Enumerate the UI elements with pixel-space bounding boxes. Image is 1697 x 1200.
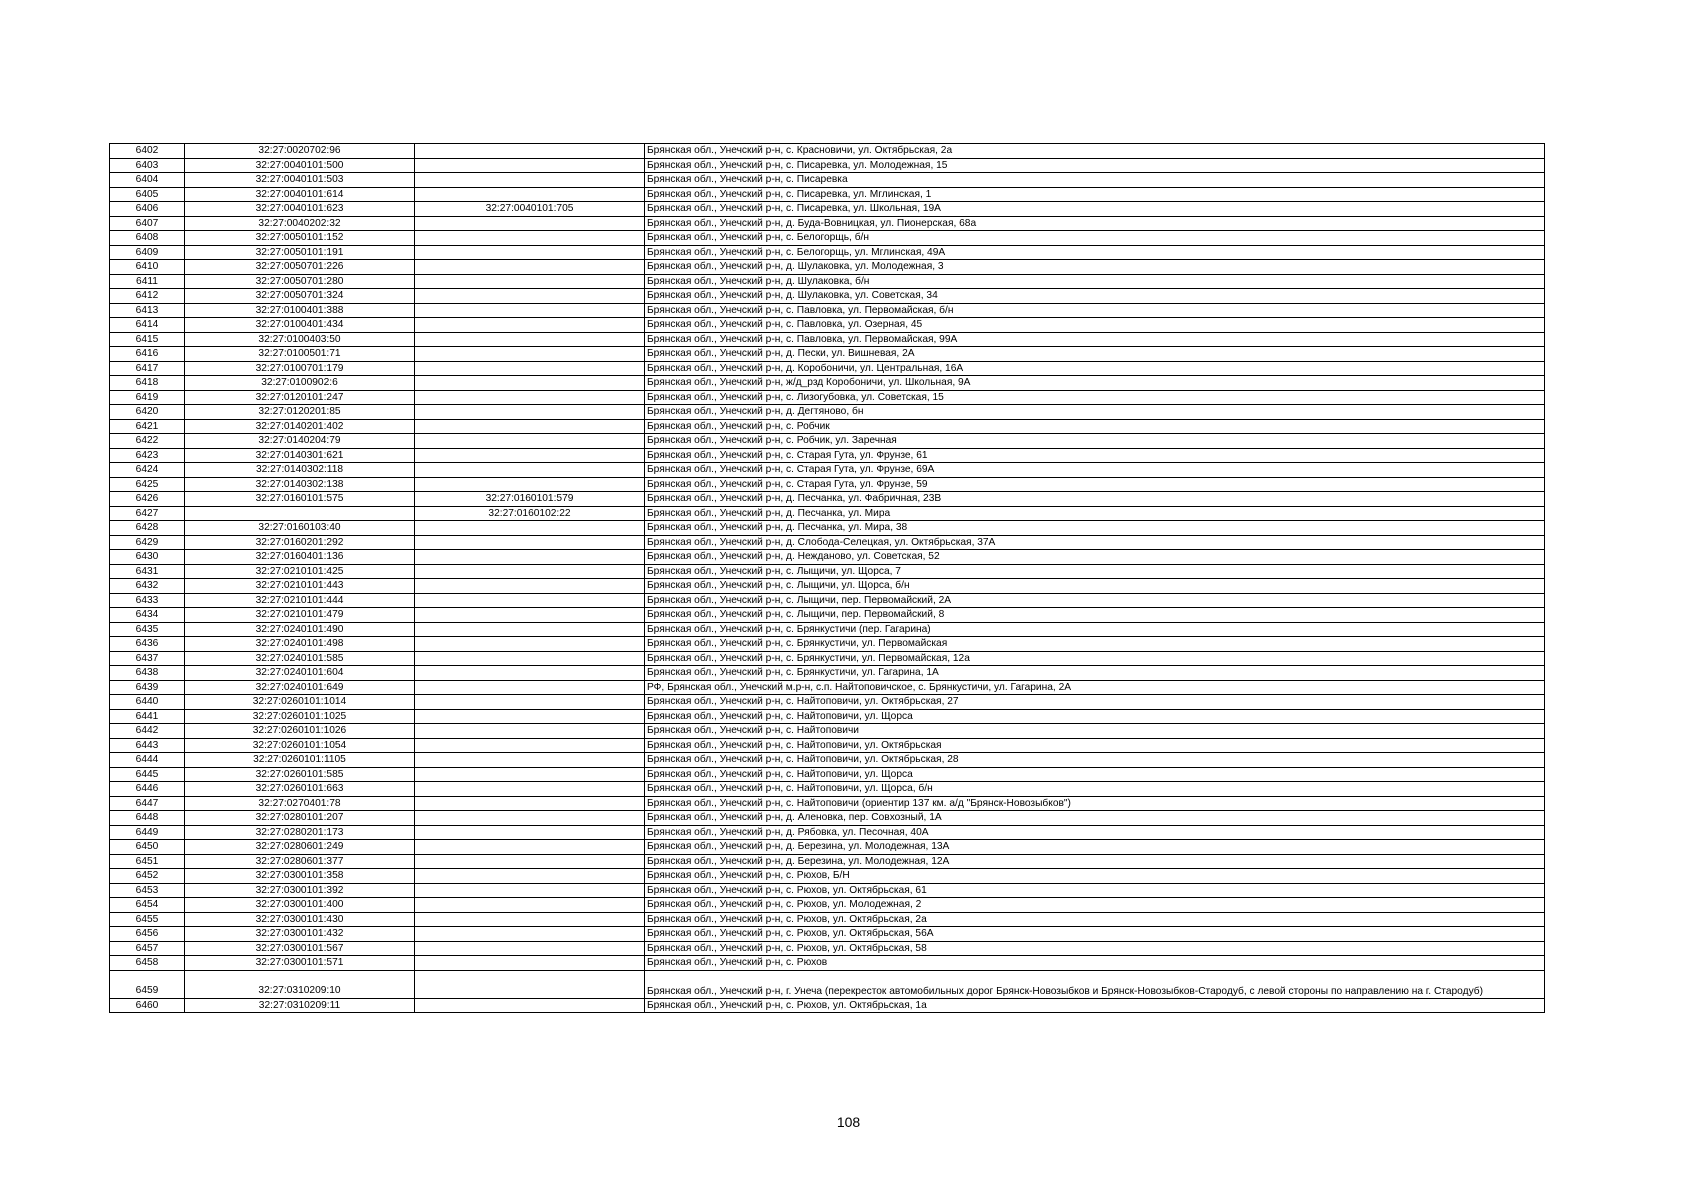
secondary-cadastral-cell bbox=[415, 419, 645, 434]
table-row bbox=[110, 318, 1545, 333]
secondary-cadastral-cell bbox=[415, 927, 645, 942]
row-number-cell: 6412 bbox=[110, 289, 185, 304]
secondary-cadastral-cell bbox=[415, 680, 645, 695]
table-row bbox=[110, 593, 1545, 608]
address-cell: Брянская обл., Унечский р-н, с. Лыщичи, ул. Щорса, б/н bbox=[645, 579, 1545, 594]
address-cell: Брянская обл., Унечский р-н, д. Березина, ул. Молодежная, 12А bbox=[645, 854, 1545, 869]
table-row bbox=[110, 506, 1545, 521]
row-number-cell: 6456 bbox=[110, 927, 185, 942]
secondary-cadastral-cell bbox=[415, 912, 645, 927]
page-number: 108 bbox=[836, 1114, 861, 1130]
table-row bbox=[110, 463, 1545, 478]
row-number-cell: 6402 bbox=[110, 144, 185, 159]
secondary-cadastral-cell bbox=[415, 187, 645, 202]
table-row bbox=[110, 390, 1545, 405]
cadastral-number-cell: 32:27:0140302:138 bbox=[185, 477, 415, 492]
table-row bbox=[110, 753, 1545, 768]
row-number-cell: 6410 bbox=[110, 260, 185, 275]
secondary-cadastral-cell bbox=[415, 318, 645, 333]
row-number-cell: 6420 bbox=[110, 405, 185, 420]
table-row bbox=[110, 303, 1545, 318]
row-number-cell: 6432 bbox=[110, 579, 185, 594]
table-row bbox=[110, 521, 1545, 536]
table-row bbox=[110, 666, 1545, 681]
address-cell: Брянская обл., Унечский р-н, с. Рюхов, ул. Октябрьская, 56А bbox=[645, 927, 1545, 942]
address-cell: Брянская обл., Унечский р-н, д. Аленовка, пер. Совхозный, 1А bbox=[645, 811, 1545, 826]
secondary-cadastral-cell bbox=[415, 998, 645, 1013]
cadastral-number-cell: 32:27:0210101:443 bbox=[185, 579, 415, 594]
cadastral-number-cell: 32:27:0260101:1026 bbox=[185, 724, 415, 739]
secondary-cadastral-cell bbox=[415, 390, 645, 405]
cadastral-number-cell: 32:27:0100701:179 bbox=[185, 361, 415, 376]
cadastral-number-cell: 32:27:0050701:324 bbox=[185, 289, 415, 304]
secondary-cadastral-cell bbox=[415, 608, 645, 623]
table-row bbox=[110, 202, 1545, 217]
address-cell: Брянская обл., Унечский р-н, д. Шулаковка, б/н bbox=[645, 274, 1545, 289]
address-cell: Брянская обл., Унечский р-н, с. Старая Гута, ул. Фрунзе, 61 bbox=[645, 448, 1545, 463]
cadastral-number-cell: 32:27:0050101:191 bbox=[185, 245, 415, 260]
address-cell: Брянская обл., Унечский р-н, с. Белогорщь, б/н bbox=[645, 231, 1545, 246]
cadastral-number-cell: 32:27:0300101:430 bbox=[185, 912, 415, 927]
address-cell: Брянская обл., Унечский р-н, с. Рюхов, ул. Октябрьская, 1а bbox=[645, 998, 1545, 1013]
address-cell: Брянская обл., Унечский р-н, с. Писаревка, ул. Школьная, 19А bbox=[645, 202, 1545, 217]
address-cell: Брянская обл., Унечский р-н, д. Березина, ул. Молодежная, 13А bbox=[645, 840, 1545, 855]
table-row bbox=[110, 434, 1545, 449]
row-number-cell: 6421 bbox=[110, 419, 185, 434]
address-cell: Брянская обл., Унечский р-н, с. Рюхов, ул. Октябрьская, 61 bbox=[645, 883, 1545, 898]
secondary-cadastral-cell bbox=[415, 941, 645, 956]
secondary-cadastral-cell bbox=[415, 579, 645, 594]
table-row bbox=[110, 260, 1545, 275]
secondary-cadastral-cell: 32:27:0160101:579 bbox=[415, 492, 645, 507]
secondary-cadastral-cell bbox=[415, 622, 645, 637]
row-number-cell: 6438 bbox=[110, 666, 185, 681]
address-cell: Брянская обл., Унечский р-н, с. Брянкустичи (пер. Гагарина) bbox=[645, 622, 1545, 637]
secondary-cadastral-cell bbox=[415, 347, 645, 362]
cadastral-number-cell: 32:27:0310209:11 bbox=[185, 998, 415, 1013]
address-cell: РФ, Брянская обл., Унечский м.р-н, с.п. Найтоповичское, с. Брянкустичи, ул. Гагарина, 2А bbox=[645, 680, 1545, 695]
row-number-cell: 6443 bbox=[110, 738, 185, 753]
cadastral-number-cell: 32:27:0300101:358 bbox=[185, 869, 415, 884]
address-cell: Брянская обл., Унечский р-н, с. Старая Гута, ул. Фрунзе, 69А bbox=[645, 463, 1545, 478]
address-cell: Брянская обл., Унечский р-н, с. Павловка, ул. Озерная, 45 bbox=[645, 318, 1545, 333]
address-cell: Брянская обл., Унечский р-н, с. Робчик, ул. Заречная bbox=[645, 434, 1545, 449]
cadastral-number-cell: 32:27:0240101:490 bbox=[185, 622, 415, 637]
cadastral-number-cell: 32:27:0120101:247 bbox=[185, 390, 415, 405]
secondary-cadastral-cell bbox=[415, 158, 645, 173]
row-number-cell: 6409 bbox=[110, 245, 185, 260]
cadastral-number-cell: 32:27:0160103:40 bbox=[185, 521, 415, 536]
row-number-cell: 6452 bbox=[110, 869, 185, 884]
address-cell: Брянская обл., Унечский р-н, с. Найтоповичи, ул. Щорса bbox=[645, 767, 1545, 782]
cadastral-number-cell: 32:27:0100902:6 bbox=[185, 376, 415, 391]
table-row bbox=[110, 956, 1545, 971]
data-table bbox=[109, 143, 1545, 1013]
table-row bbox=[110, 738, 1545, 753]
address-cell: Брянская обл., Унечский р-н, д. Песчанка, ул. Мира, 38 bbox=[645, 521, 1545, 536]
table-row bbox=[110, 854, 1545, 869]
address-cell: Брянская обл., Унечский р-н, д. Слобода-Селецкая, ул. Октябрьская, 37А bbox=[645, 535, 1545, 550]
secondary-cadastral-cell bbox=[415, 637, 645, 652]
table-row bbox=[110, 361, 1545, 376]
address-cell: Брянская обл., Унечский р-н, с. Писаревка bbox=[645, 173, 1545, 188]
table-row bbox=[110, 637, 1545, 652]
cadastral-number-cell: 32:27:0240101:585 bbox=[185, 651, 415, 666]
secondary-cadastral-cell bbox=[415, 434, 645, 449]
cadastral-number-cell: 32:27:0210101:425 bbox=[185, 564, 415, 579]
row-number-cell: 6457 bbox=[110, 941, 185, 956]
secondary-cadastral-cell bbox=[415, 332, 645, 347]
secondary-cadastral-cell bbox=[415, 245, 645, 260]
address-cell: Брянская обл., Унечский р-н, с. Робчик bbox=[645, 419, 1545, 434]
cadastral-number-cell: 32:27:0260101:1025 bbox=[185, 709, 415, 724]
cadastral-number-cell: 32:27:0260101:1105 bbox=[185, 753, 415, 768]
secondary-cadastral-cell bbox=[415, 289, 645, 304]
cadastral-number-cell: 32:27:0040101:623 bbox=[185, 202, 415, 217]
address-cell: Брянская обл., Унечский р-н, д. Пески, ул. Вишневая, 2А bbox=[645, 347, 1545, 362]
row-number-cell: 6424 bbox=[110, 463, 185, 478]
address-cell: Брянская обл., Унечский р-н, д. Шулаковка, ул. Молодежная, 3 bbox=[645, 260, 1545, 275]
table-row bbox=[110, 998, 1545, 1013]
row-number-cell: 6428 bbox=[110, 521, 185, 536]
row-number-cell: 6447 bbox=[110, 796, 185, 811]
address-cell: Брянская обл., Унечский р-н, д. Неждановo, ул. Советская, 52 bbox=[645, 550, 1545, 565]
table-row bbox=[110, 927, 1545, 942]
secondary-cadastral-cell bbox=[415, 738, 645, 753]
address-cell: Брянская обл., Унечский р-н, с. Найтоповичи, ул. Октябрьская, 28 bbox=[645, 753, 1545, 768]
row-number-cell: 6416 bbox=[110, 347, 185, 362]
table-row bbox=[110, 840, 1545, 855]
cadastral-number-cell: 32:27:0240101:604 bbox=[185, 666, 415, 681]
address-cell: Брянская обл., Унечский р-н, с. Лизогубовка, ул. Советская, 15 bbox=[645, 390, 1545, 405]
row-number-cell: 6458 bbox=[110, 956, 185, 971]
row-number-cell: 6422 bbox=[110, 434, 185, 449]
secondary-cadastral-cell bbox=[415, 970, 645, 998]
address-cell: Брянская обл., Унечский р-н, с. Лыщичи, ул. Щорса, 7 bbox=[645, 564, 1545, 579]
table-row bbox=[110, 492, 1545, 507]
table-row bbox=[110, 724, 1545, 739]
row-number-cell: 6414 bbox=[110, 318, 185, 333]
address-cell: Брянская обл., Унечский р-н, с. Павловка, ул. Первомайская, б/н bbox=[645, 303, 1545, 318]
address-cell: Брянская обл., Унечский р-н, с. Лыщичи, пер. Первомайский, 8 bbox=[645, 608, 1545, 623]
table-row bbox=[110, 173, 1545, 188]
cadastral-number-cell: 32:27:0140201:402 bbox=[185, 419, 415, 434]
address-cell: Брянская обл., Унечский р-н, д. Буда-Вовницкая, ул. Пионерская, 68а bbox=[645, 216, 1545, 231]
secondary-cadastral-cell bbox=[415, 144, 645, 159]
secondary-cadastral-cell bbox=[415, 724, 645, 739]
secondary-cadastral-cell bbox=[415, 477, 645, 492]
cadastral-number-cell bbox=[185, 506, 415, 521]
cadastral-number-cell: 32:27:0100401:388 bbox=[185, 303, 415, 318]
table-row bbox=[110, 216, 1545, 231]
cadastral-number-cell: 32:27:0280601:377 bbox=[185, 854, 415, 869]
cadastral-number-cell: 32:27:0260101:585 bbox=[185, 767, 415, 782]
row-number-cell: 6411 bbox=[110, 274, 185, 289]
secondary-cadastral-cell bbox=[415, 448, 645, 463]
address-cell: Брянская обл., Унечский р-н, д. Песчанка, ул. Фабричная, 23В bbox=[645, 492, 1545, 507]
secondary-cadastral-cell bbox=[415, 274, 645, 289]
table-row bbox=[110, 332, 1545, 347]
table-row bbox=[110, 622, 1545, 637]
table-row bbox=[110, 419, 1545, 434]
secondary-cadastral-cell bbox=[415, 550, 645, 565]
cadastral-number-cell: 32:27:0100403:50 bbox=[185, 332, 415, 347]
secondary-cadastral-cell: 32:27:0160102:22 bbox=[415, 506, 645, 521]
secondary-cadastral-cell bbox=[415, 854, 645, 869]
secondary-cadastral-cell bbox=[415, 695, 645, 710]
cadastral-number-cell: 32:27:0270401:78 bbox=[185, 796, 415, 811]
row-number-cell: 6403 bbox=[110, 158, 185, 173]
secondary-cadastral-cell bbox=[415, 651, 645, 666]
row-number-cell: 6419 bbox=[110, 390, 185, 405]
secondary-cadastral-cell bbox=[415, 767, 645, 782]
row-number-cell: 6448 bbox=[110, 811, 185, 826]
row-number-cell: 6453 bbox=[110, 883, 185, 898]
table-row bbox=[110, 405, 1545, 420]
document-sheet bbox=[109, 143, 1545, 1013]
secondary-cadastral-cell bbox=[415, 869, 645, 884]
row-number-cell: 6455 bbox=[110, 912, 185, 927]
table-row bbox=[110, 883, 1545, 898]
table-row bbox=[110, 970, 1545, 998]
row-number-cell: 6429 bbox=[110, 535, 185, 550]
table-row bbox=[110, 274, 1545, 289]
table-row bbox=[110, 680, 1545, 695]
secondary-cadastral-cell bbox=[415, 231, 645, 246]
cadastral-number-cell: 32:27:0260101:663 bbox=[185, 782, 415, 797]
cadastral-number-cell: 32:27:0140302:118 bbox=[185, 463, 415, 478]
cadastral-number-cell: 32:27:0260101:1054 bbox=[185, 738, 415, 753]
table-row bbox=[110, 695, 1545, 710]
cadastral-number-cell: 32:27:0310209:10 bbox=[185, 970, 415, 998]
row-number-cell: 6445 bbox=[110, 767, 185, 782]
address-cell: Брянская обл., Унечский р-н, д. Коробоничи, ул. Центральная, 16А bbox=[645, 361, 1545, 376]
address-cell: Брянская обл., Унечский р-н, с. Рюхов, ул. Молодежная, 2 bbox=[645, 898, 1545, 913]
table-row bbox=[110, 651, 1545, 666]
row-number-cell: 6435 bbox=[110, 622, 185, 637]
address-cell: Брянская обл., Унечский р-н, с. Писаревка, ул. Молодежная, 15 bbox=[645, 158, 1545, 173]
secondary-cadastral-cell bbox=[415, 535, 645, 550]
row-number-cell: 6415 bbox=[110, 332, 185, 347]
table-row bbox=[110, 289, 1545, 304]
cadastral-number-cell: 32:27:0050701:226 bbox=[185, 260, 415, 275]
table-row bbox=[110, 477, 1545, 492]
table-row bbox=[110, 782, 1545, 797]
row-number-cell: 6442 bbox=[110, 724, 185, 739]
row-number-cell: 6449 bbox=[110, 825, 185, 840]
address-cell: Брянская обл., Унечский р-н, д. Дегтяново, бн bbox=[645, 405, 1545, 420]
cadastral-number-cell: 32:27:0050701:280 bbox=[185, 274, 415, 289]
table-row bbox=[110, 825, 1545, 840]
table-row bbox=[110, 941, 1545, 956]
table-row bbox=[110, 898, 1545, 913]
table-row bbox=[110, 796, 1545, 811]
row-number-cell: 6433 bbox=[110, 593, 185, 608]
address-cell: Брянская обл., Унечский р-н, с. Найтоповичи, ул. Октябрьская bbox=[645, 738, 1545, 753]
cadastral-number-cell: 32:27:0300101:400 bbox=[185, 898, 415, 913]
table-row bbox=[110, 245, 1545, 260]
cadastral-number-cell: 32:27:0140204:79 bbox=[185, 434, 415, 449]
secondary-cadastral-cell bbox=[415, 593, 645, 608]
secondary-cadastral-cell bbox=[415, 405, 645, 420]
row-number-cell: 6437 bbox=[110, 651, 185, 666]
row-number-cell: 6431 bbox=[110, 564, 185, 579]
table-row bbox=[110, 608, 1545, 623]
address-cell: Брянская обл., Унечский р-н, д. Песчанка, ул. Мира bbox=[645, 506, 1545, 521]
address-cell: Брянская обл., Унечский р-н, с. Павловка, ул. Первомайская, 99А bbox=[645, 332, 1545, 347]
row-number-cell: 6417 bbox=[110, 361, 185, 376]
cadastral-number-cell: 32:27:0300101:432 bbox=[185, 927, 415, 942]
secondary-cadastral-cell bbox=[415, 376, 645, 391]
table-row bbox=[110, 231, 1545, 246]
row-number-cell: 6407 bbox=[110, 216, 185, 231]
row-number-cell: 6441 bbox=[110, 709, 185, 724]
row-number-cell: 6404 bbox=[110, 173, 185, 188]
cadastral-number-cell: 32:27:0240101:498 bbox=[185, 637, 415, 652]
cadastral-number-cell: 32:27:0210101:479 bbox=[185, 608, 415, 623]
cadastral-number-cell: 32:27:0160101:575 bbox=[185, 492, 415, 507]
address-cell: Брянская обл., Унечский р-н, с. Рюхов, Б/Н bbox=[645, 869, 1545, 884]
table-row bbox=[110, 550, 1545, 565]
cadastral-number-cell: 32:27:0300101:392 bbox=[185, 883, 415, 898]
cadastral-number-cell: 32:27:0040101:500 bbox=[185, 158, 415, 173]
table-row bbox=[110, 811, 1545, 826]
cadastral-number-cell: 32:27:0100401:434 bbox=[185, 318, 415, 333]
row-number-cell: 6434 bbox=[110, 608, 185, 623]
address-cell: Брянская обл., Унечский р-н, с. Рюхов, ул. Октябрьская, 2а bbox=[645, 912, 1545, 927]
cadastral-number-cell: 32:27:0050101:152 bbox=[185, 231, 415, 246]
cadastral-number-cell: 32:27:0040202:32 bbox=[185, 216, 415, 231]
secondary-cadastral-cell bbox=[415, 216, 645, 231]
address-cell: Брянская обл., Унечский р-н, с. Брянкустичи, ул. Первомайская, 12а bbox=[645, 651, 1545, 666]
cadastral-number-cell: 32:27:0260101:1014 bbox=[185, 695, 415, 710]
secondary-cadastral-cell bbox=[415, 753, 645, 768]
cadastral-number-cell: 32:27:0280101:207 bbox=[185, 811, 415, 826]
cadastral-number-cell: 32:27:0020702:96 bbox=[185, 144, 415, 159]
cadastral-number-cell: 32:27:0160401:136 bbox=[185, 550, 415, 565]
secondary-cadastral-cell bbox=[415, 811, 645, 826]
address-cell: Брянская обл., Унечский р-н, с. Найтоповичи (ориентир 137 км. а/д "Брянск-Новозыбков") bbox=[645, 796, 1545, 811]
table-row bbox=[110, 376, 1545, 391]
cadastral-number-cell: 32:27:0300101:571 bbox=[185, 956, 415, 971]
row-number-cell: 6460 bbox=[110, 998, 185, 1013]
row-number-cell: 6439 bbox=[110, 680, 185, 695]
table-body bbox=[110, 144, 1545, 1013]
secondary-cadastral-cell bbox=[415, 883, 645, 898]
cadastral-number-cell: 32:27:0040101:614 bbox=[185, 187, 415, 202]
secondary-cadastral-cell bbox=[415, 796, 645, 811]
row-number-cell: 6426 bbox=[110, 492, 185, 507]
table-row bbox=[110, 347, 1545, 362]
row-number-cell: 6454 bbox=[110, 898, 185, 913]
cadastral-number-cell: 32:27:0300101:567 bbox=[185, 941, 415, 956]
address-cell: Брянская обл., Унечский р-н, с. Найтоповичи, ул. Щорса bbox=[645, 709, 1545, 724]
table-row bbox=[110, 187, 1545, 202]
row-number-cell: 6459 bbox=[110, 970, 185, 998]
address-cell: Брянская обл., Унечский р-н, г. Унеча (перекресток автомобильных дорог Брянск-Новозыбков и Брянск-Новозыбков-Стародуб, с левой стороны по направлению на г. Стародуб) bbox=[645, 970, 1545, 998]
row-number-cell: 6405 bbox=[110, 187, 185, 202]
address-cell: Брянская обл., Унечский р-н, с. Найтоповичи, ул. Октябрьская, 27 bbox=[645, 695, 1545, 710]
row-number-cell: 6423 bbox=[110, 448, 185, 463]
row-number-cell: 6440 bbox=[110, 695, 185, 710]
row-number-cell: 6418 bbox=[110, 376, 185, 391]
address-cell: Брянская обл., Унечский р-н, с. Рюхов, ул. Октябрьская, 58 bbox=[645, 941, 1545, 956]
secondary-cadastral-cell bbox=[415, 782, 645, 797]
secondary-cadastral-cell bbox=[415, 564, 645, 579]
row-number-cell: 6408 bbox=[110, 231, 185, 246]
table-row bbox=[110, 709, 1545, 724]
cadastral-number-cell: 32:27:0040101:503 bbox=[185, 173, 415, 188]
address-cell: Брянская обл., Унечский р-н, с. Брянкустичи, ул. Гагарина, 1А bbox=[645, 666, 1545, 681]
table-row bbox=[110, 912, 1545, 927]
address-cell: Брянская обл., Унечский р-н, с. Красновичи, ул. Октябрьская, 2а bbox=[645, 144, 1545, 159]
cadastral-number-cell: 32:27:0240101:649 bbox=[185, 680, 415, 695]
secondary-cadastral-cell bbox=[415, 463, 645, 478]
row-number-cell: 6425 bbox=[110, 477, 185, 492]
cadastral-number-cell: 32:27:0100501:71 bbox=[185, 347, 415, 362]
address-cell: Брянская обл., Унечский р-н, д. Шулаковка, ул. Советская, 34 bbox=[645, 289, 1545, 304]
address-cell: Брянская обл., Унечский р-н, с. Найтоповичи, ул. Щорса, б/н bbox=[645, 782, 1545, 797]
row-number-cell: 6413 bbox=[110, 303, 185, 318]
row-number-cell: 6444 bbox=[110, 753, 185, 768]
address-cell: Брянская обл., Унечский р-н, с. Брянкустичи, ул. Первомайская bbox=[645, 637, 1545, 652]
secondary-cadastral-cell bbox=[415, 898, 645, 913]
address-cell: Брянская обл., Унечский р-н, с. Рюхов bbox=[645, 956, 1545, 971]
cadastral-number-cell: 32:27:0280201:173 bbox=[185, 825, 415, 840]
address-cell: Брянская обл., Унечский р-н, с. Старая Гута, ул. Фрунзе, 59 bbox=[645, 477, 1545, 492]
cadastral-number-cell: 32:27:0140301:621 bbox=[185, 448, 415, 463]
cadastral-number-cell: 32:27:0210101:444 bbox=[185, 593, 415, 608]
row-number-cell: 6430 bbox=[110, 550, 185, 565]
secondary-cadastral-cell bbox=[415, 666, 645, 681]
secondary-cadastral-cell bbox=[415, 260, 645, 275]
address-cell: Брянская обл., Унечский р-н, ж/д_рзд Коробоничи, ул. Школьная, 9А bbox=[645, 376, 1545, 391]
address-cell: Брянская обл., Унечский р-н, с. Белогорщь, ул. Мглинская, 49А bbox=[645, 245, 1545, 260]
table-row bbox=[110, 869, 1545, 884]
secondary-cadastral-cell: 32:27:0040101:705 bbox=[415, 202, 645, 217]
cadastral-number-cell: 32:27:0120201:85 bbox=[185, 405, 415, 420]
table-row bbox=[110, 158, 1545, 173]
secondary-cadastral-cell bbox=[415, 361, 645, 376]
secondary-cadastral-cell bbox=[415, 521, 645, 536]
table-row bbox=[110, 535, 1545, 550]
secondary-cadastral-cell bbox=[415, 709, 645, 724]
secondary-cadastral-cell bbox=[415, 173, 645, 188]
table-row bbox=[110, 579, 1545, 594]
table-row bbox=[110, 767, 1545, 782]
secondary-cadastral-cell bbox=[415, 956, 645, 971]
secondary-cadastral-cell bbox=[415, 840, 645, 855]
cadastral-number-cell: 32:27:0280601:249 bbox=[185, 840, 415, 855]
address-cell: Брянская обл., Унечский р-н, д. Рябовка, ул. Песочная, 40А bbox=[645, 825, 1545, 840]
row-number-cell: 6427 bbox=[110, 506, 185, 521]
secondary-cadastral-cell bbox=[415, 303, 645, 318]
cadastral-number-cell: 32:27:0160201:292 bbox=[185, 535, 415, 550]
address-cell: Брянская обл., Унечский р-н, с. Писаревка, ул. Мглинская, 1 bbox=[645, 187, 1545, 202]
row-number-cell: 6436 bbox=[110, 637, 185, 652]
table-row bbox=[110, 564, 1545, 579]
address-cell: Брянская обл., Унечский р-н, с. Найтоповичи bbox=[645, 724, 1545, 739]
row-number-cell: 6406 bbox=[110, 202, 185, 217]
secondary-cadastral-cell bbox=[415, 825, 645, 840]
row-number-cell: 6451 bbox=[110, 854, 185, 869]
table-row bbox=[110, 144, 1545, 159]
row-number-cell: 6450 bbox=[110, 840, 185, 855]
address-cell: Брянская обл., Унечский р-н, с. Лыщичи, пер. Первомайский, 2А bbox=[645, 593, 1545, 608]
table-row bbox=[110, 448, 1545, 463]
row-number-cell: 6446 bbox=[110, 782, 185, 797]
